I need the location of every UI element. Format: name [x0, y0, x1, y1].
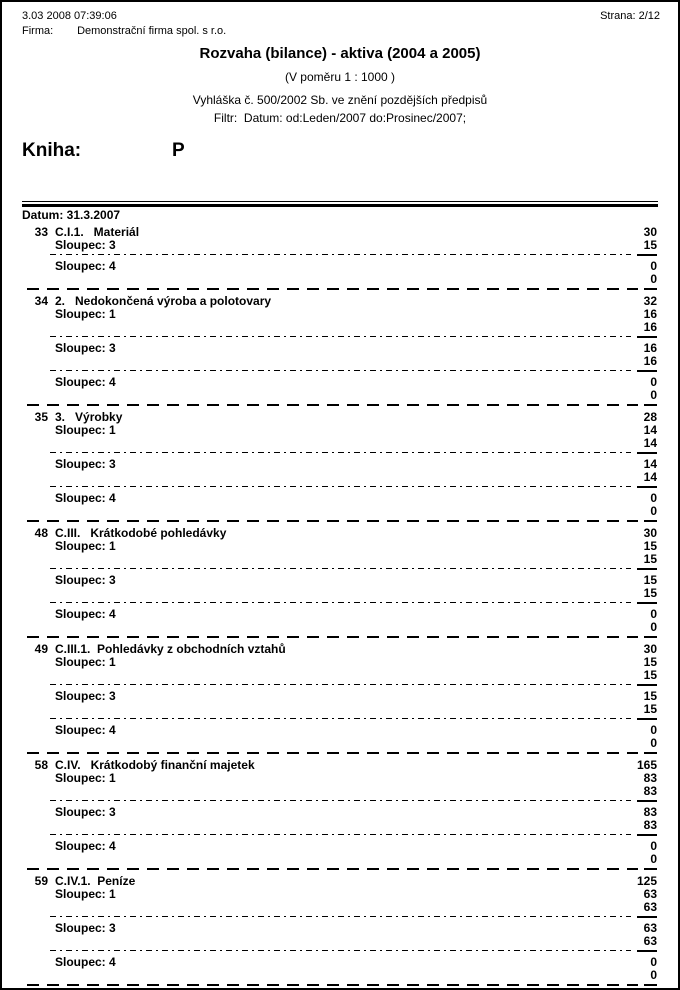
section-header-row — [22, 874, 657, 888]
sloupec-row — [22, 458, 657, 471]
sloupec-block — [22, 956, 657, 986]
sloupec-second-value-row — [22, 471, 657, 484]
sloupec-row — [22, 608, 657, 621]
separator-line — [50, 452, 657, 453]
header-divider — [22, 201, 658, 207]
sloupec-second-value: 14 — [643, 436, 657, 450]
sloupec-second-value-row — [22, 703, 657, 716]
row-title: C.I.1. Materiál — [55, 225, 140, 239]
sloupec-value: 15 — [643, 573, 657, 587]
section-header-row — [22, 758, 657, 772]
sloupec-label: Sloupec: 1 — [55, 307, 116, 321]
sloupec-label: Sloupec: 3 — [55, 921, 116, 935]
sloupec-label: Sloupec: 3 — [55, 238, 116, 252]
separator-line — [50, 834, 657, 835]
sloupec-block — [22, 342, 657, 372]
sloupec-second-value-row — [22, 737, 657, 750]
value-underline — [637, 718, 657, 720]
sloupec-second-value-row — [22, 853, 657, 866]
row-title: C.III. Krátkodobé pohledávky — [55, 526, 227, 540]
row-number: 49 — [34, 642, 48, 656]
sloupec-label: Sloupec: 3 — [55, 341, 116, 355]
row-number: 34 — [34, 294, 48, 308]
report-section — [22, 874, 657, 986]
row-number: 58 — [34, 758, 48, 772]
value-underline — [644, 520, 657, 522]
ratio-note: (V poměru 1 : 1000 ) — [284, 70, 396, 84]
sloupec-second-value-row — [22, 389, 657, 402]
section-header-row — [22, 294, 657, 308]
separator-line — [50, 718, 657, 719]
report-section — [22, 758, 657, 870]
row-number: 33 — [34, 225, 48, 239]
sloupec-second-value: 0 — [650, 272, 657, 286]
filter-note: Filtr: Datum: od:Leden/2007 do:Prosinec/2007; — [213, 111, 467, 125]
sloupec-row — [22, 342, 657, 355]
report-section — [22, 642, 657, 754]
row-total-value: 30 — [643, 642, 657, 656]
section-header-row — [22, 410, 657, 424]
sloupec-row — [22, 724, 657, 737]
row-title: C.IV.1. Peníze — [55, 874, 136, 888]
sloupec-value: 15 — [643, 655, 657, 669]
report-section — [22, 526, 657, 638]
row-total-value: 28 — [643, 410, 657, 424]
row-total-value: 30 — [643, 526, 657, 540]
value-underline — [644, 752, 657, 754]
sloupec-label: Sloupec: 1 — [55, 539, 116, 553]
separator-line — [50, 602, 657, 603]
report-section — [22, 225, 657, 290]
sloupec-second-value: 63 — [643, 900, 657, 914]
print-datetime: 3.03 2008 07:39:06 — [22, 10, 117, 22]
sloupec-second-value: 15 — [643, 668, 657, 682]
value-underline — [637, 336, 657, 338]
separator-line — [50, 254, 657, 255]
value-underline — [637, 370, 657, 372]
report-title: Rozvaha (bilance) - aktiva (2004 a 2005) — [199, 45, 481, 62]
sloupec-second-value-row — [22, 587, 657, 600]
separator-line — [27, 288, 657, 290]
value-underline — [637, 950, 657, 952]
section-header-row — [22, 526, 657, 540]
sloupec-second-value-row — [22, 505, 657, 518]
sloupec-block — [22, 308, 657, 338]
sloupec-label: Sloupec: 4 — [55, 607, 116, 621]
sloupec-block — [22, 656, 657, 686]
sloupec-block — [22, 540, 657, 570]
kniha-value: P — [172, 140, 185, 161]
sloupec-row — [22, 308, 657, 321]
value-underline — [644, 984, 657, 986]
sloupec-row — [22, 840, 657, 853]
value-underline — [637, 254, 657, 256]
sloupec-value: 0 — [650, 955, 657, 969]
regulation-note: Vyhláška č. 500/2002 Sb. ve znění pozdějších předpisů — [192, 93, 488, 107]
kniha-row — [2, 139, 678, 163]
sloupec-value: 0 — [650, 607, 657, 621]
sloupec-block — [22, 424, 657, 454]
row-number: 35 — [34, 410, 48, 424]
row-total-value: 125 — [636, 874, 657, 888]
section-header-row — [22, 225, 657, 239]
sloupec-block — [22, 260, 657, 290]
sloupec-value: 15 — [643, 238, 657, 252]
separator-line — [27, 984, 657, 986]
sloupec-row — [22, 656, 657, 669]
sloupec-value: 15 — [643, 689, 657, 703]
sloupec-block — [22, 806, 657, 836]
row-title: 3. Výrobky — [55, 410, 123, 424]
sloupec-value: 14 — [643, 423, 657, 437]
separator-line — [50, 336, 657, 337]
sloupec-row — [22, 492, 657, 505]
separator-line — [27, 636, 657, 638]
sloupec-second-value: 0 — [650, 852, 657, 866]
sloupec-second-value: 0 — [650, 736, 657, 750]
sloupec-label: Sloupec: 1 — [55, 887, 116, 901]
sloupec-second-value-row — [22, 669, 657, 682]
value-underline — [644, 636, 657, 638]
sloupec-label: Sloupec: 3 — [55, 805, 116, 819]
value-underline — [637, 486, 657, 488]
value-underline — [637, 800, 657, 802]
sloupec-label: Sloupec: 4 — [55, 955, 116, 969]
sloupec-second-value: 15 — [643, 586, 657, 600]
separator-line — [27, 404, 657, 406]
row-total-value: 165 — [636, 758, 657, 772]
sloupec-row — [22, 574, 657, 587]
sloupec-second-value-row — [22, 621, 657, 634]
sloupec-block — [22, 574, 657, 604]
sloupec-value: 0 — [650, 375, 657, 389]
sloupec-second-value: 63 — [643, 934, 657, 948]
sloupec-label: Sloupec: 4 — [55, 839, 116, 853]
page-meta-row — [2, 9, 678, 23]
sloupec-second-value-row — [22, 321, 657, 334]
sloupec-value: 15 — [643, 539, 657, 553]
sloupec-second-value-row — [22, 355, 657, 368]
sloupec-second-value: 83 — [643, 784, 657, 798]
sloupec-block — [22, 922, 657, 952]
row-title: C.IV. Krátkodobý finanční majetek — [55, 758, 255, 772]
sloupec-label: Sloupec: 4 — [55, 375, 116, 389]
value-underline — [644, 868, 657, 870]
sloupec-row — [22, 956, 657, 969]
separator-line — [50, 486, 657, 487]
sloupec-block — [22, 772, 657, 802]
sloupec-row — [22, 922, 657, 935]
sloupec-second-value: 0 — [650, 388, 657, 402]
value-underline — [637, 452, 657, 454]
row-title: C.III.1. Pohledávky z obchodních vztahů — [55, 642, 286, 656]
sloupec-value: 0 — [650, 839, 657, 853]
sloupec-value: 83 — [643, 771, 657, 785]
sloupec-second-value-row — [22, 437, 657, 450]
value-underline — [644, 404, 657, 406]
sloupec-second-value: 83 — [643, 818, 657, 832]
sloupec-value: 0 — [650, 723, 657, 737]
separator-line — [50, 568, 657, 569]
firma-row — [2, 24, 678, 38]
sloupec-row — [22, 540, 657, 553]
sloupec-value: 16 — [643, 307, 657, 321]
sloupec-block — [22, 690, 657, 720]
sloupec-second-value-row — [22, 553, 657, 566]
sloupec-block — [22, 608, 657, 638]
row-number: 59 — [34, 874, 48, 888]
row-title: 2. Nedokončená výroba a polotovary — [55, 294, 272, 308]
sloupec-block — [22, 888, 657, 918]
sloupec-row — [22, 888, 657, 901]
separator-line — [50, 800, 657, 801]
sloupec-block — [22, 492, 657, 522]
report-body — [2, 225, 678, 986]
row-total-value: 30 — [643, 225, 657, 239]
sloupec-label: Sloupec: 3 — [55, 457, 116, 471]
sloupec-value: 14 — [643, 457, 657, 471]
sloupec-second-value: 15 — [643, 552, 657, 566]
kniha-label: Kniha: — [22, 140, 82, 161]
sloupec-label: Sloupec: 1 — [55, 423, 116, 437]
sloupec-second-value-row — [22, 273, 657, 286]
sloupec-value: 0 — [650, 259, 657, 273]
value-underline — [637, 684, 657, 686]
separator-line — [27, 868, 657, 870]
separator-line — [50, 684, 657, 685]
sloupec-label: Sloupec: 1 — [55, 655, 116, 669]
sloupec-block — [22, 458, 657, 488]
value-underline — [644, 288, 657, 290]
sloupec-second-value-row — [22, 935, 657, 948]
value-underline — [637, 602, 657, 604]
sloupec-value: 63 — [643, 921, 657, 935]
sloupec-block — [22, 724, 657, 754]
sloupec-block — [22, 376, 657, 406]
separator-line — [27, 520, 657, 522]
sloupec-second-value-row — [22, 969, 657, 982]
sloupec-second-value-row — [22, 901, 657, 914]
sloupec-block — [22, 840, 657, 870]
sloupec-second-value: 0 — [650, 968, 657, 982]
sloupec-second-value: 14 — [643, 470, 657, 484]
sloupec-row — [22, 772, 657, 785]
sloupec-second-value: 0 — [650, 620, 657, 634]
sloupec-block — [22, 239, 657, 256]
sloupec-value: 63 — [643, 887, 657, 901]
sloupec-second-value: 16 — [643, 320, 657, 334]
separator-line — [50, 370, 657, 371]
separator-line — [27, 752, 657, 754]
sloupec-second-value: 0 — [650, 504, 657, 518]
sloupec-second-value: 15 — [643, 702, 657, 716]
separator-line — [50, 916, 657, 917]
sloupec-row — [22, 376, 657, 389]
firma-label: Firma: — [22, 25, 54, 37]
separator-line — [50, 950, 657, 951]
sloupec-second-value-row — [22, 785, 657, 798]
sloupec-label: Sloupec: 4 — [55, 259, 116, 273]
section-header-row — [22, 642, 657, 656]
sloupec-row — [22, 424, 657, 437]
sloupec-value: 0 — [650, 491, 657, 505]
sloupec-value: 83 — [643, 805, 657, 819]
sloupec-value: 16 — [643, 341, 657, 355]
row-number: 48 — [34, 526, 48, 540]
report-section — [22, 410, 657, 522]
sloupec-row — [22, 690, 657, 703]
row-total-value: 32 — [643, 294, 657, 308]
value-underline — [637, 916, 657, 918]
sloupec-row — [22, 239, 657, 252]
sloupec-second-value-row — [22, 819, 657, 832]
value-underline — [637, 834, 657, 836]
page-number: Strana: 2/12 — [600, 10, 660, 22]
firma-value: Demonstrační firma spol. s r.o. — [77, 25, 227, 37]
report-section — [22, 294, 657, 406]
sloupec-label: Sloupec: 4 — [55, 491, 116, 505]
sloupec-label: Sloupec: 4 — [55, 723, 116, 737]
sloupec-label: Sloupec: 1 — [55, 771, 116, 785]
sloupec-label: Sloupec: 3 — [55, 689, 116, 703]
sloupec-second-value: 16 — [643, 354, 657, 368]
value-underline — [637, 568, 657, 570]
datum-heading: Datum: 31.3.2007 — [22, 208, 121, 222]
sloupec-label: Sloupec: 3 — [55, 573, 116, 587]
sloupec-row — [22, 260, 657, 273]
sloupec-row — [22, 806, 657, 819]
